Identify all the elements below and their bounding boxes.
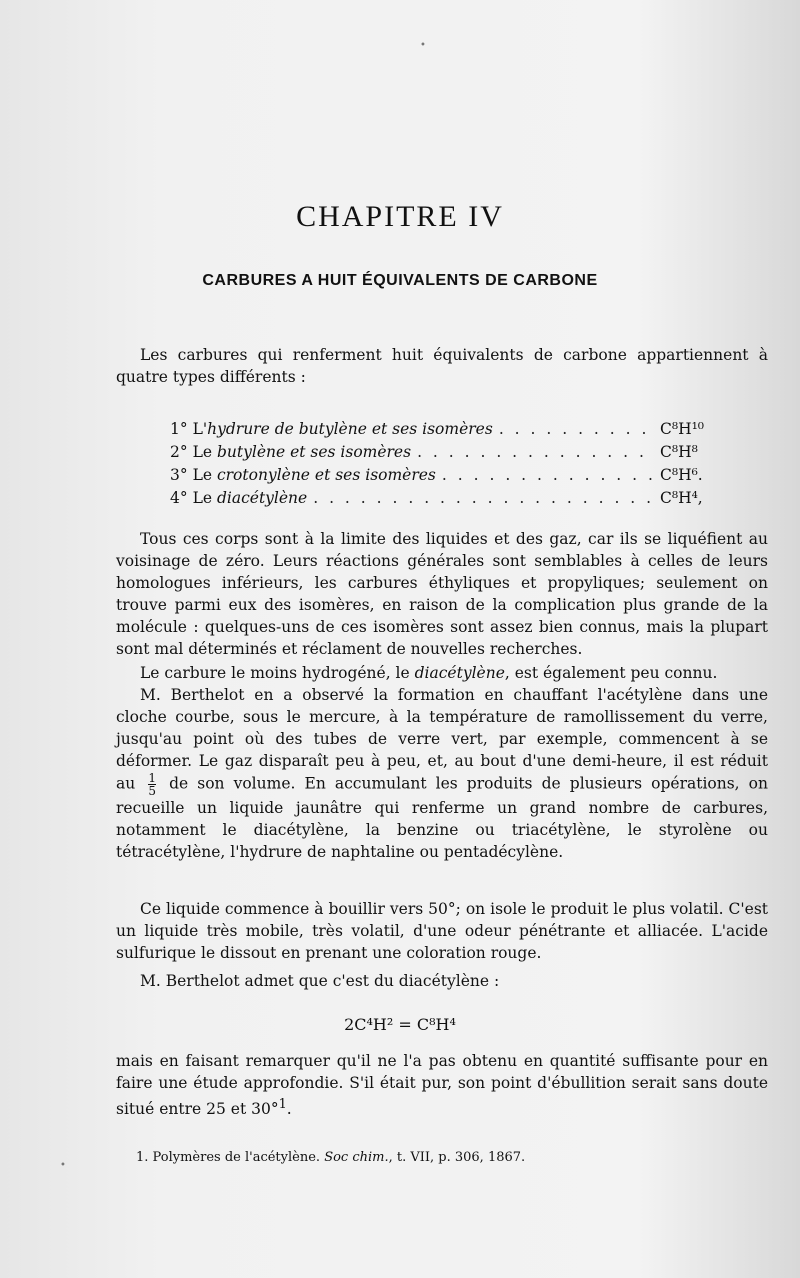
list-item: 4° Le diacétylène . . . C⁸H⁴, [170,487,760,510]
formula: C⁸H¹⁰ [660,420,705,438]
paragraph-conclusion: mais en faisant remarquer qu'il ne l'a pas obtenu en quantité suffisante pour en faire une étude approfondie. S'il était pur, son point d'ébullition serait sans doute situé entre 25 et 30°$^1$. [116,1052,768,1119]
paragraph-boiling: Ce liquide commence à bouillir vers 50°; on isole le produit le plus volatil. C'est un liquide très mobile, très volatil, d'une odeur pénétrante et alliacée. L'acide sulfurique le dissout en prenant une coloration rouge. [116,900,768,962]
speck: • [60,1160,66,1171]
footnote-ref[interactable]: 1 [278,1097,287,1112]
list-item: 3° Le crotonylène et ses isomères . . . C⁸H⁶. [170,464,760,487]
intro-paragraph: Les carbures qui renferment huit équivalents de carbone appartiennent à quatre types différents : [116,346,768,386]
carbide-types-list [170,418,760,510]
formula: C⁸H⁴, [660,489,703,507]
chapter-title: CHAPITRE IV [296,200,504,233]
fraction: $\frac{1}{5}$ [148,771,156,798]
list-item: 2° Le butylène et ses isomères . . . C⁸H⁸ [170,441,760,464]
footnote: 1. Polymères de l'acétylène. Soc chim., t. VII, p. 306, 1867. [136,1150,526,1165]
chapter-subtitle: CARBURES A HUIT ÉQUIVALENTS DE CARBONE [202,272,598,289]
paragraph-diacetylene: Le carbure le moins hydrogéné, le diacétylène, est également peu connu. [140,664,718,682]
list-item: 1° L'hydrure de butylène et ses isomères . . . C⁸H¹⁰ [170,418,760,441]
paragraph-general: Tous ces corps sont à la limite des liquides et des gaz, car ils se liquéfient au voisinage de zéro. Leurs réactions générales sont semblables à celles de leurs homologues inférieurs, les carbures éthyliques et propyliques; seulement on trouve parmi eux des isomères, en raison de la complication plus grande de la molécule : quelques-uns de ces isomères sont assez bien connus, mais la plupart sont mal déterminés et réclament de nouvelles recherches. [116,530,768,658]
speck: • [420,40,426,51]
formula: C⁸H⁶. [660,466,703,484]
paragraph-berthelot-observation: M. Berthelot en a observé la formation en chauffant l'acétylène dans une cloche courbe, sous le mercure, à la température de ramollissement du verre, jusqu'au point où des tubes de verre vert, par exemple, commencent à se déformer. Le gaz disparaît peu à peu, et, au bout d'une demi-heure, il est réduit au $\frac{1}{5}$ de son volume. En accumulant les produits de plusieurs opérations, on recueille un liquide jaunâtre qui renferme un grand nombre de carbures, notamment le diacétylène, la benzine ou triacétylène, le styrolène ou tétracétylène, l'hydrure de naphtaline ou pentadécylène. [116,686,768,861]
formula: C⁸H⁸ [660,443,698,461]
chemical-equation: 2C⁴H² = C⁸H⁴ [344,1015,456,1034]
paragraph-admission: M. Berthelot admet que c'est du diacétylène : [140,972,500,990]
